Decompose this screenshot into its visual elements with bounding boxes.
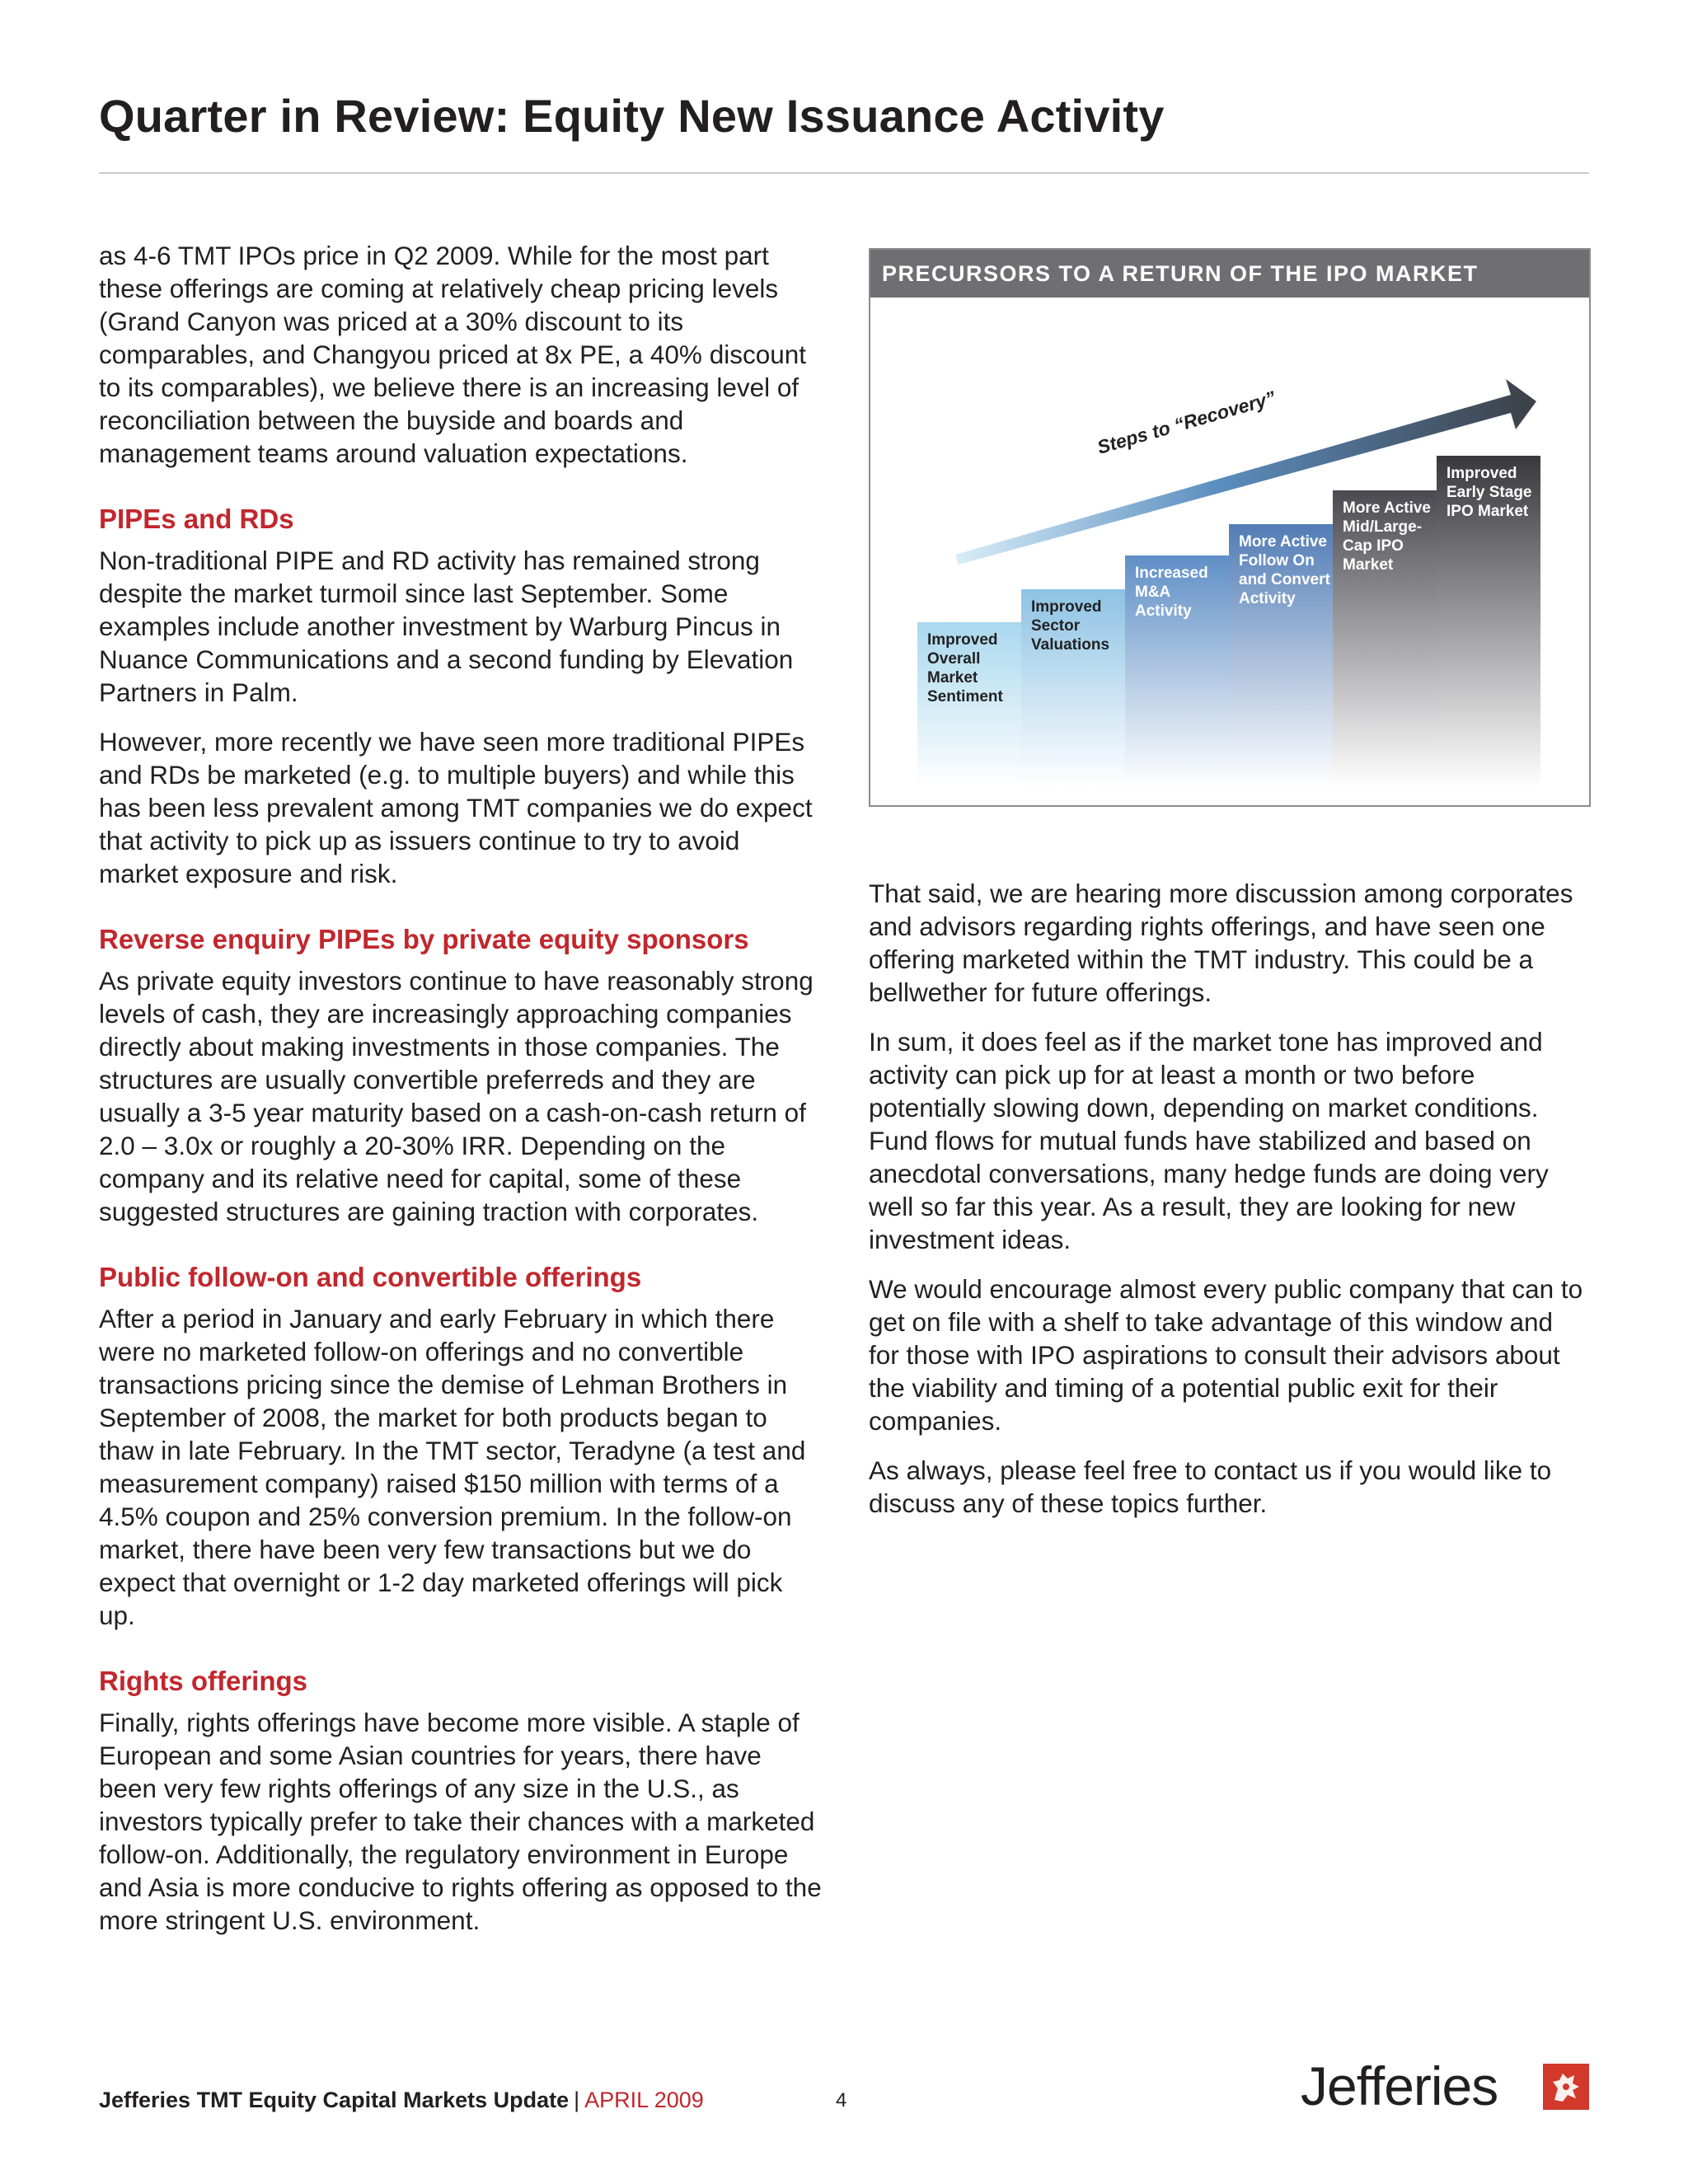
step-label-line: Improved bbox=[927, 631, 998, 649]
step-label-line: Mid/Large- bbox=[1343, 518, 1423, 536]
body-paragraph: However, more recently we have seen more traditional PIPEs and RDs be marketed (e.g. to multiple buyers) and while this has been less prevalent among TMT companies we do expect that activity to pick up as issuers continue to try to avoid market exposure and risk. bbox=[99, 727, 813, 888]
step-label-line: Follow On bbox=[1239, 552, 1315, 569]
page-title: Quarter in Review: Equity New Issuance Activity bbox=[99, 90, 1165, 142]
footer-separator: | bbox=[574, 2088, 580, 2112]
body-paragraph: Non-traditional PIPE and RD activity has remained strong despite the market turmoil since last September. Some examples include another investment by Warburg Pincus in Nuance Communications and a second funding by Elevation Partners in Palm. bbox=[99, 546, 794, 707]
step-label-line: Improved bbox=[1447, 465, 1517, 482]
body-paragraph: After a period in January and early February in which there were no marketed follow-on offerings and no convertible transactions pricing since the demise of Lehman Brothers in September of 2008, the market for both products began to thaw in late February. In the TMT sector, Teradyne (a test and measurement company) raised $150 million with terms of a 4.5% coupon and 25% conversion premium. In the follow-on market, there have been very few transactions but we do expect that overnight or 1-2 day marketed offerings will pick up. bbox=[99, 1304, 806, 1630]
right-column bbox=[869, 877, 1589, 1536]
steps-diagram bbox=[870, 298, 1589, 804]
body-paragraph: We would encourage almost every public company that can to get on file with a shelf to take advantage of this window and for those with IPO aspirations to consult their advisors about the viability and timing of a potential public exit for their companies. bbox=[869, 1274, 1583, 1436]
step-label-line: M&A bbox=[1135, 583, 1170, 601]
body-paragraph: As private equity investors continue to have reasonably strong levels of cash, they are increasingly approaching companies directly about making investments in those companies. The structures are usually convertible preferreds and they are usually a 3-5 year maturity based on a cash-on-cash return of 2.0 – 3.0x or roughly a 20-30% IRR. Depending on the company and its relative need for capital, some of these suggested structures are gaining traction with corporates. bbox=[99, 966, 814, 1226]
step-label-line: Market bbox=[927, 669, 978, 687]
title-divider bbox=[99, 172, 1589, 174]
section-heading: Reverse enquiry PIPEs by private equity sponsors bbox=[99, 924, 749, 954]
body-paragraph: Finally, rights offerings have become more visible. A staple of European and some Asian countries for years, there have been very few rights offerings of any size in the U.S., as investors typically prefer to take their chances with a marketed follow-on. Additionally, the regulatory environment in Europe and Asia is more conducive to rights offering as opposed to the more stringent U.S. environment. bbox=[99, 1708, 822, 1935]
step-label-line: Improved bbox=[1031, 598, 1102, 616]
step-label-line: Sentiment bbox=[927, 688, 1003, 705]
section-heading: PIPEs and RDs bbox=[99, 504, 294, 534]
step-label-line: Sector bbox=[1031, 617, 1081, 635]
step-label-line: Activity bbox=[1239, 590, 1296, 607]
step-label-line: Overall bbox=[927, 650, 981, 668]
step-label-line: Market bbox=[1343, 556, 1394, 574]
left-column bbox=[99, 239, 824, 1953]
body-paragraph: As always, please feel free to contact us if you would like to discuss any of these topics further. bbox=[869, 1455, 1552, 1518]
jefferies-logo bbox=[1301, 2057, 1589, 2115]
step-label-line: Valuations bbox=[1031, 636, 1110, 654]
figure-title: PRECURSORS TO A RETURN OF THE IPO MARKET bbox=[870, 250, 1589, 298]
griffin-crest-icon bbox=[1543, 2064, 1589, 2110]
step-label-line: Activity bbox=[1135, 602, 1192, 620]
step-label-line: and Convert bbox=[1239, 571, 1330, 588]
body-paragraph: That said, we are hearing more discussion among corporates and advisors regarding rights offerings, and have seen one offering marketed within the TMT industry. This could be a bellwether for future offerings. bbox=[869, 879, 1573, 1007]
section-heading: Public follow-on and convertible offerings bbox=[99, 1262, 642, 1292]
ipo-precursors-figure bbox=[869, 248, 1591, 807]
logo-wordmark: Jefferies bbox=[1301, 2055, 1498, 2116]
step-label-line: Early Stage bbox=[1447, 484, 1532, 501]
step-label-line: Increased bbox=[1135, 565, 1208, 582]
intro-paragraph: as 4-6 TMT IPOs price in Q2 2009. While for the most part these offerings are coming at relatively cheap pricing levels (Grand Canyon was priced at a 30% discount to its comparables, and Changyou priced at 8x PE, a 40% discount to its comparables), we believe there is an increasing level of reconciliation between the buyside and boards and management teams around valuation expectations. bbox=[99, 241, 807, 468]
section-heading: Rights offerings bbox=[99, 1666, 307, 1696]
publication-name: Jefferies TMT Equity Capital Markets Update bbox=[99, 2088, 570, 2112]
step-label-line: More Active bbox=[1239, 533, 1327, 551]
step-label-line: More Active bbox=[1343, 499, 1431, 517]
footer-publication bbox=[99, 2088, 704, 2113]
publication-date: APRIL 2009 bbox=[584, 2088, 704, 2112]
step-label-line: Cap IPO bbox=[1343, 537, 1404, 555]
step-label-line: IPO Market bbox=[1447, 503, 1529, 520]
page-number: 4 bbox=[836, 2089, 847, 2111]
body-paragraph: In sum, it does feel as if the market tone has improved and activity can pick up for at least a month or two before potentially slowing down, depending on market conditions. Fund flows for mutual funds have stabilized and based on anecdotal conversations, many hedge funds are doing very well so far this year. As a result, they are looking for new investment ideas. bbox=[869, 1027, 1549, 1254]
arrow-label: Steps to “Recovery” bbox=[1095, 387, 1278, 458]
